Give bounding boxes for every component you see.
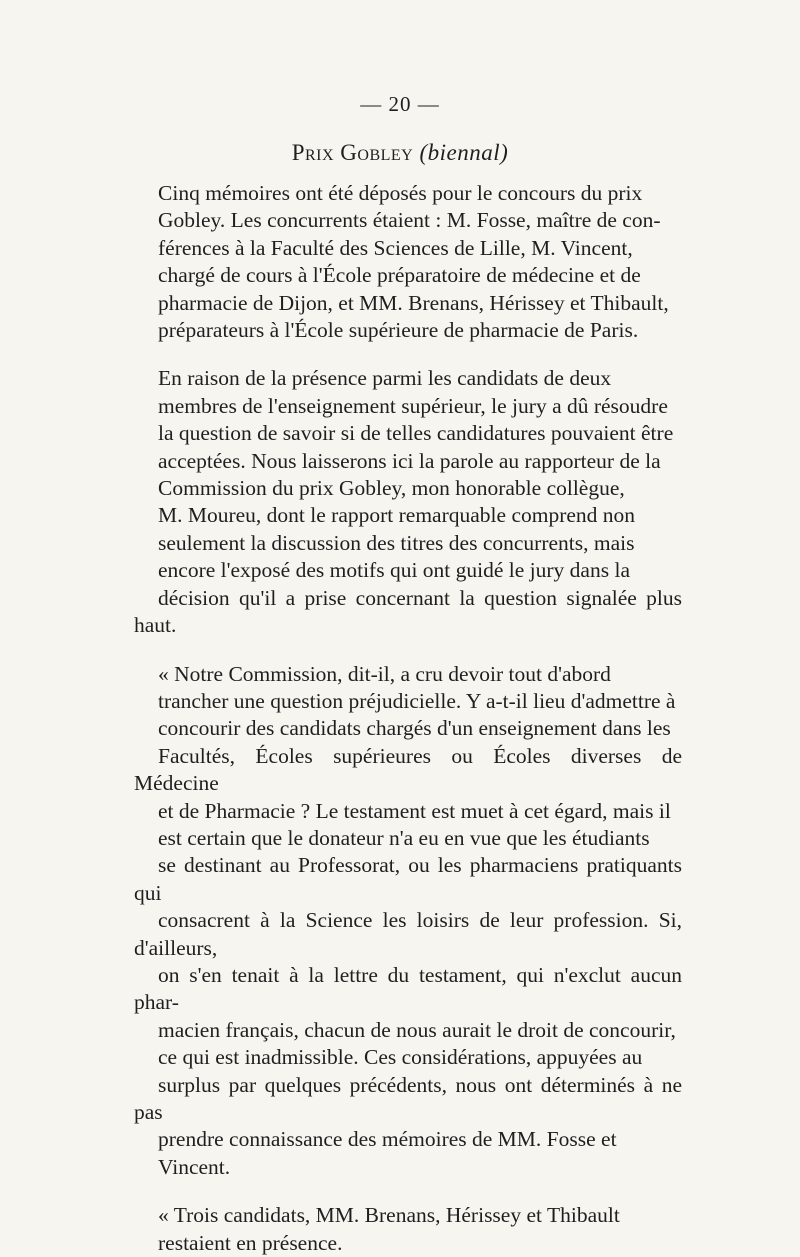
- prize-name: Prix Gobley: [291, 140, 414, 165]
- paragraph-2: [134, 365, 682, 639]
- text-line: chargé de cours à l'École préparatoire de médecine et de: [158, 263, 641, 288]
- text-line: on s'en tenait à la lettre du testament, qui n'exclut aucun phar-: [134, 962, 682, 1015]
- text-line: Commission du prix Gobley, mon honorable collègue,: [158, 476, 625, 501]
- text-line: Facultés, Écoles supérieures ou Écoles diverses de Médecine: [134, 743, 682, 796]
- text-line: seulement la discussion des titres des concurrents, mais: [158, 530, 635, 555]
- text-line: concourir des candidats chargés d'un enseignement dans les: [158, 716, 671, 741]
- text-line: Cinq mémoires ont été déposés pour le concours du prix: [158, 181, 643, 205]
- paragraph-4: [134, 1202, 682, 1257]
- body-text: [134, 180, 682, 1257]
- text-line: décision qu'il a prise concernant la question signalée plus haut.: [134, 585, 682, 638]
- paragraph-1: [134, 180, 682, 344]
- text-line: consacrent à la Science les loisirs de leur profession. Si, d'ailleurs,: [134, 908, 682, 960]
- text-line: M. Moureu, dont le rapport remarquable comprend non: [158, 503, 636, 528]
- text-line: est certain que le donateur n'a eu en vue que les étudiants: [158, 825, 650, 850]
- text-line: Gobley. Les concurrents étaient : M. Fosse, maître de con-: [158, 208, 661, 233]
- text-line: préparateurs à l'École supérieure de pharmacie de Paris.: [158, 318, 639, 343]
- text-line: « Trois candidats, MM. Brenans, Hérissey et Thibault: [158, 1203, 620, 1228]
- text-line: se destinant au Professorat, ou les pharmaciens pratiquants qui: [134, 853, 682, 905]
- text-line: la question de savoir si de telles candidatures pouvaient être: [158, 421, 674, 446]
- text-line: acceptées. Nous laisserons ici la parole au rapporteur de la: [158, 448, 661, 473]
- text-line: prendre connaissance des mémoires de MM. Fosse et: [158, 1127, 617, 1152]
- text-line: surplus par quelques précédents, nous ont déterminés à ne pas: [134, 1072, 682, 1124]
- page-number: — 20 —: [360, 92, 440, 116]
- paragraph-3: [134, 661, 682, 1182]
- text-line: Vincent.: [158, 1154, 231, 1179]
- prize-qualifier: (biennal): [419, 140, 509, 165]
- text-line: « Notre Commission, dit-il, a cru devoir tout d'abord: [158, 661, 611, 686]
- text-line: En raison de la présence parmi les candidats de deux: [158, 366, 612, 391]
- text-line: et de Pharmacie ? Le testament est muet à cet égard, mais il: [158, 798, 671, 823]
- text-line: macien français, chacun de nous aurait le droit de concourir,: [158, 1017, 676, 1042]
- text-line: encore l'exposé des motifs qui ont guidé le jury dans la: [158, 558, 630, 583]
- text-line: férences à la Faculté des Sciences de Lille, M. Vincent,: [158, 235, 633, 260]
- text-line: restaient en présence.: [158, 1230, 343, 1255]
- text-line: pharmacie de Dijon, et MM. Brenans, Hérissey et Thibault,: [158, 290, 669, 315]
- text-line: membres de l'enseignement supérieur, le jury a dû résoudre: [158, 393, 668, 418]
- text-line: ce qui est inadmissible. Ces considérations, appuyées au: [158, 1045, 643, 1070]
- text-line: trancher une question préjudicielle. Y a-t-il lieu d'admettre à: [158, 688, 676, 713]
- section-title: [0, 140, 800, 166]
